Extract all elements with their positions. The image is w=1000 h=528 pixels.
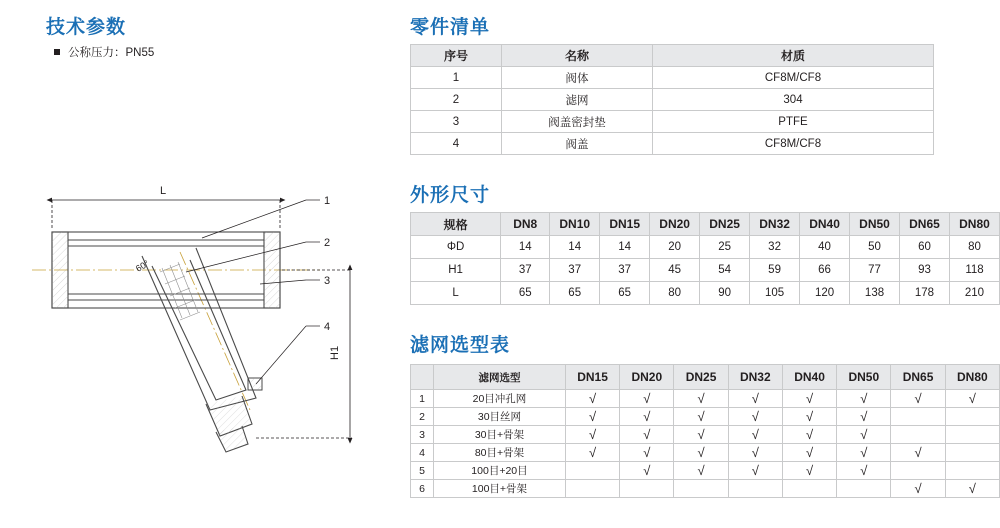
cell-check <box>837 390 891 408</box>
cell-check <box>565 426 619 444</box>
check-icon: √ <box>860 444 868 460</box>
list-item <box>46 44 366 60</box>
check-icon: √ <box>751 390 759 406</box>
check-icon: √ <box>697 408 705 424</box>
check-icon: √ <box>697 390 705 406</box>
dimension-label-h1: H1 <box>329 345 341 360</box>
column-header-name: 名称 <box>502 45 653 67</box>
cell-value: 138 <box>850 282 900 305</box>
check-icon: √ <box>697 444 705 460</box>
cell-check <box>620 444 674 462</box>
cell-name: 滤网 <box>502 89 653 111</box>
cell-index: 5 <box>411 462 434 480</box>
cell-empty <box>565 480 619 498</box>
cell-check <box>782 408 836 426</box>
cell-index: 4 <box>411 444 434 462</box>
cell-screen-type: 100目+骨架 <box>434 480 566 498</box>
section-title-parts-list: 零件清单 <box>410 17 491 38</box>
cell-material: 304 <box>653 89 934 111</box>
cell-check <box>782 462 836 480</box>
table-row <box>411 259 1000 282</box>
check-icon: √ <box>805 444 814 460</box>
cell-index: 6 <box>411 480 434 498</box>
parts-list-table <box>410 44 934 155</box>
cell-empty <box>565 462 619 480</box>
cell-check <box>945 480 999 498</box>
cell-value: 59 <box>750 259 800 282</box>
column-header-dn50: DN50 <box>837 365 891 390</box>
cell-screen-type: 30目+骨架 <box>434 426 566 444</box>
check-icon: √ <box>751 408 759 424</box>
dimension-label-length: L <box>160 185 167 197</box>
cell-index: 2 <box>411 408 434 426</box>
cell-value: 25 <box>700 236 750 259</box>
check-icon: √ <box>751 426 759 442</box>
check-icon: √ <box>805 408 814 424</box>
column-header-dn50: DN50 <box>850 213 900 236</box>
column-header-dn40: DN40 <box>782 365 836 390</box>
cell-value: 90 <box>700 282 750 305</box>
callout-label-3: 3 <box>324 275 331 287</box>
check-icon: √ <box>968 390 976 406</box>
cell-index: 4 <box>411 133 502 155</box>
column-header-dn8: DN8 <box>501 213 550 236</box>
table-row <box>411 462 1000 480</box>
cell-check <box>620 426 674 444</box>
check-icon: √ <box>860 462 868 478</box>
screen-selection-table <box>410 364 1000 498</box>
cell-screen-type: 20目冲孔网 <box>434 390 566 408</box>
cell-value: 50 <box>850 236 900 259</box>
section-title-tech-params: 技术参数 <box>46 17 127 38</box>
check-icon: √ <box>588 444 597 460</box>
table-header-row <box>411 365 1000 390</box>
column-header-dn65: DN65 <box>900 213 950 236</box>
cell-check <box>837 462 891 480</box>
cell-value: 37 <box>550 259 600 282</box>
cell-value: 14 <box>550 236 600 259</box>
table-header-row <box>411 45 934 67</box>
check-icon: √ <box>643 426 651 442</box>
table-row <box>411 408 1000 426</box>
table-row <box>411 390 1000 408</box>
cell-check <box>565 390 619 408</box>
table-row <box>411 444 1000 462</box>
cell-check <box>728 426 782 444</box>
cell-value: 118 <box>949 259 999 282</box>
cell-value: 37 <box>600 259 650 282</box>
valve-technical-drawing <box>20 160 400 460</box>
dimensions-table <box>410 212 1000 305</box>
column-header-dn25: DN25 <box>700 213 750 236</box>
cell-value: 37 <box>501 259 550 282</box>
cell-check <box>674 390 728 408</box>
cell-index: 2 <box>411 89 502 111</box>
cell-check <box>728 408 782 426</box>
cell-name: 阀盖 <box>502 133 653 155</box>
cell-empty <box>945 462 999 480</box>
check-icon: √ <box>643 444 651 460</box>
cell-check <box>782 426 836 444</box>
callout-label-4: 4 <box>324 321 331 333</box>
check-icon: √ <box>805 426 814 442</box>
row-label-h1: H1 <box>411 259 501 282</box>
column-header-dn25: DN25 <box>674 365 728 390</box>
check-icon: √ <box>643 408 651 424</box>
cell-empty <box>674 480 728 498</box>
cell-value: 120 <box>800 282 850 305</box>
cell-material: PTFE <box>653 111 934 133</box>
callout-label-1: 1 <box>324 195 331 207</box>
cell-empty <box>945 426 999 444</box>
check-icon: √ <box>860 390 868 406</box>
cell-check <box>565 444 619 462</box>
cell-index: 1 <box>411 390 434 408</box>
column-header-dn40: DN40 <box>800 213 850 236</box>
column-header-dn80: DN80 <box>949 213 999 236</box>
cell-value: 45 <box>650 259 700 282</box>
column-header-dn20: DN20 <box>620 365 674 390</box>
table-row <box>411 67 934 89</box>
check-icon: √ <box>914 390 922 406</box>
table-row <box>411 426 1000 444</box>
cell-name: 阀盖密封垫 <box>502 111 653 133</box>
check-icon: √ <box>697 426 705 442</box>
cell-check <box>782 390 836 408</box>
column-header-dn32: DN32 <box>750 213 800 236</box>
column-header-dn32: DN32 <box>728 365 782 390</box>
check-icon: √ <box>751 462 759 478</box>
column-header-dn65: DN65 <box>891 365 945 390</box>
cell-value: 14 <box>600 236 650 259</box>
cell-check <box>674 408 728 426</box>
cell-value: 93 <box>900 259 950 282</box>
check-icon: √ <box>805 390 814 406</box>
cell-empty <box>782 480 836 498</box>
column-header-spec: 规格 <box>411 213 501 236</box>
cell-value: 54 <box>700 259 750 282</box>
table-row <box>411 111 934 133</box>
cell-check <box>728 462 782 480</box>
section-title-screen-table: 滤网选型表 <box>410 335 511 356</box>
cell-check <box>674 462 728 480</box>
cell-empty <box>728 480 782 498</box>
cell-name: 阀体 <box>502 67 653 89</box>
table-header-row <box>411 213 1000 236</box>
check-icon: √ <box>805 462 814 478</box>
cell-index: 3 <box>411 426 434 444</box>
cell-empty <box>620 480 674 498</box>
check-icon: √ <box>588 390 597 406</box>
cell-screen-type: 100目+20目 <box>434 462 566 480</box>
check-icon: √ <box>697 462 705 478</box>
row-label-phi-d: ΦD <box>411 236 501 259</box>
cell-screen-type: 80目+骨架 <box>434 444 566 462</box>
cell-value: 65 <box>550 282 600 305</box>
cell-check <box>837 426 891 444</box>
check-icon: √ <box>914 444 922 460</box>
cell-empty <box>945 444 999 462</box>
cell-check <box>565 408 619 426</box>
cell-value: 40 <box>800 236 850 259</box>
cell-check <box>728 390 782 408</box>
cell-screen-type: 30目丝网 <box>434 408 566 426</box>
cell-value: 20 <box>650 236 700 259</box>
cell-check <box>620 390 674 408</box>
cell-value: 65 <box>501 282 550 305</box>
cell-check <box>674 444 728 462</box>
column-header-material: 材质 <box>653 45 934 67</box>
column-header-dn80: DN80 <box>945 365 999 390</box>
cell-value: 60 <box>900 236 950 259</box>
cell-empty <box>891 408 945 426</box>
column-header-index: 序号 <box>411 45 502 67</box>
cell-value: 32 <box>750 236 800 259</box>
tech-param-text: 公称压力：PN55 <box>68 47 155 59</box>
check-icon: √ <box>860 408 868 424</box>
cell-value: 65 <box>600 282 650 305</box>
cell-check <box>782 444 836 462</box>
cell-value: 80 <box>650 282 700 305</box>
column-header-dn15: DN15 <box>565 365 619 390</box>
column-header-dn20: DN20 <box>650 213 700 236</box>
cell-check <box>728 444 782 462</box>
cell-empty <box>891 462 945 480</box>
cell-material: CF8M/CF8 <box>653 133 934 155</box>
check-icon: √ <box>751 444 759 460</box>
cell-check <box>837 408 891 426</box>
cell-value: 80 <box>949 236 999 259</box>
table-row <box>411 282 1000 305</box>
tech-params-list <box>46 44 366 64</box>
cell-check <box>837 444 891 462</box>
cell-index: 3 <box>411 111 502 133</box>
cell-value: 105 <box>750 282 800 305</box>
table-row <box>411 89 934 111</box>
cell-check <box>945 390 999 408</box>
cell-value: 14 <box>501 236 550 259</box>
cell-check <box>891 444 945 462</box>
column-header-screen-type: 滤网选型 <box>434 365 566 390</box>
cell-index: 1 <box>411 67 502 89</box>
table-row <box>411 480 1000 498</box>
column-header-dn10: DN10 <box>550 213 600 236</box>
column-header-dn15: DN15 <box>600 213 650 236</box>
cell-check <box>620 462 674 480</box>
section-title-dimensions: 外形尺寸 <box>410 185 491 206</box>
cell-material: CF8M/CF8 <box>653 67 934 89</box>
cell-empty <box>837 480 891 498</box>
cell-check <box>674 426 728 444</box>
screen-table-body <box>411 390 1000 498</box>
dimension-label-angle: 60° <box>134 258 151 274</box>
check-icon: √ <box>860 426 868 442</box>
check-icon: √ <box>643 462 651 478</box>
cell-value: 210 <box>949 282 999 305</box>
cell-value: 77 <box>850 259 900 282</box>
cell-check <box>891 480 945 498</box>
cell-empty <box>891 426 945 444</box>
table-row <box>411 236 1000 259</box>
cell-value: 66 <box>800 259 850 282</box>
check-icon: √ <box>914 480 922 496</box>
check-icon: √ <box>588 408 597 424</box>
callout-label-2: 2 <box>324 237 331 249</box>
check-icon: √ <box>643 390 651 406</box>
column-header-index <box>411 365 434 390</box>
check-icon: √ <box>588 426 597 442</box>
cell-check <box>620 408 674 426</box>
table-row <box>411 133 934 155</box>
square-bullet-icon <box>54 49 60 55</box>
row-label-l: L <box>411 282 501 305</box>
cell-value: 178 <box>900 282 950 305</box>
check-icon: √ <box>968 480 976 496</box>
cell-empty <box>945 408 999 426</box>
cell-check <box>891 390 945 408</box>
